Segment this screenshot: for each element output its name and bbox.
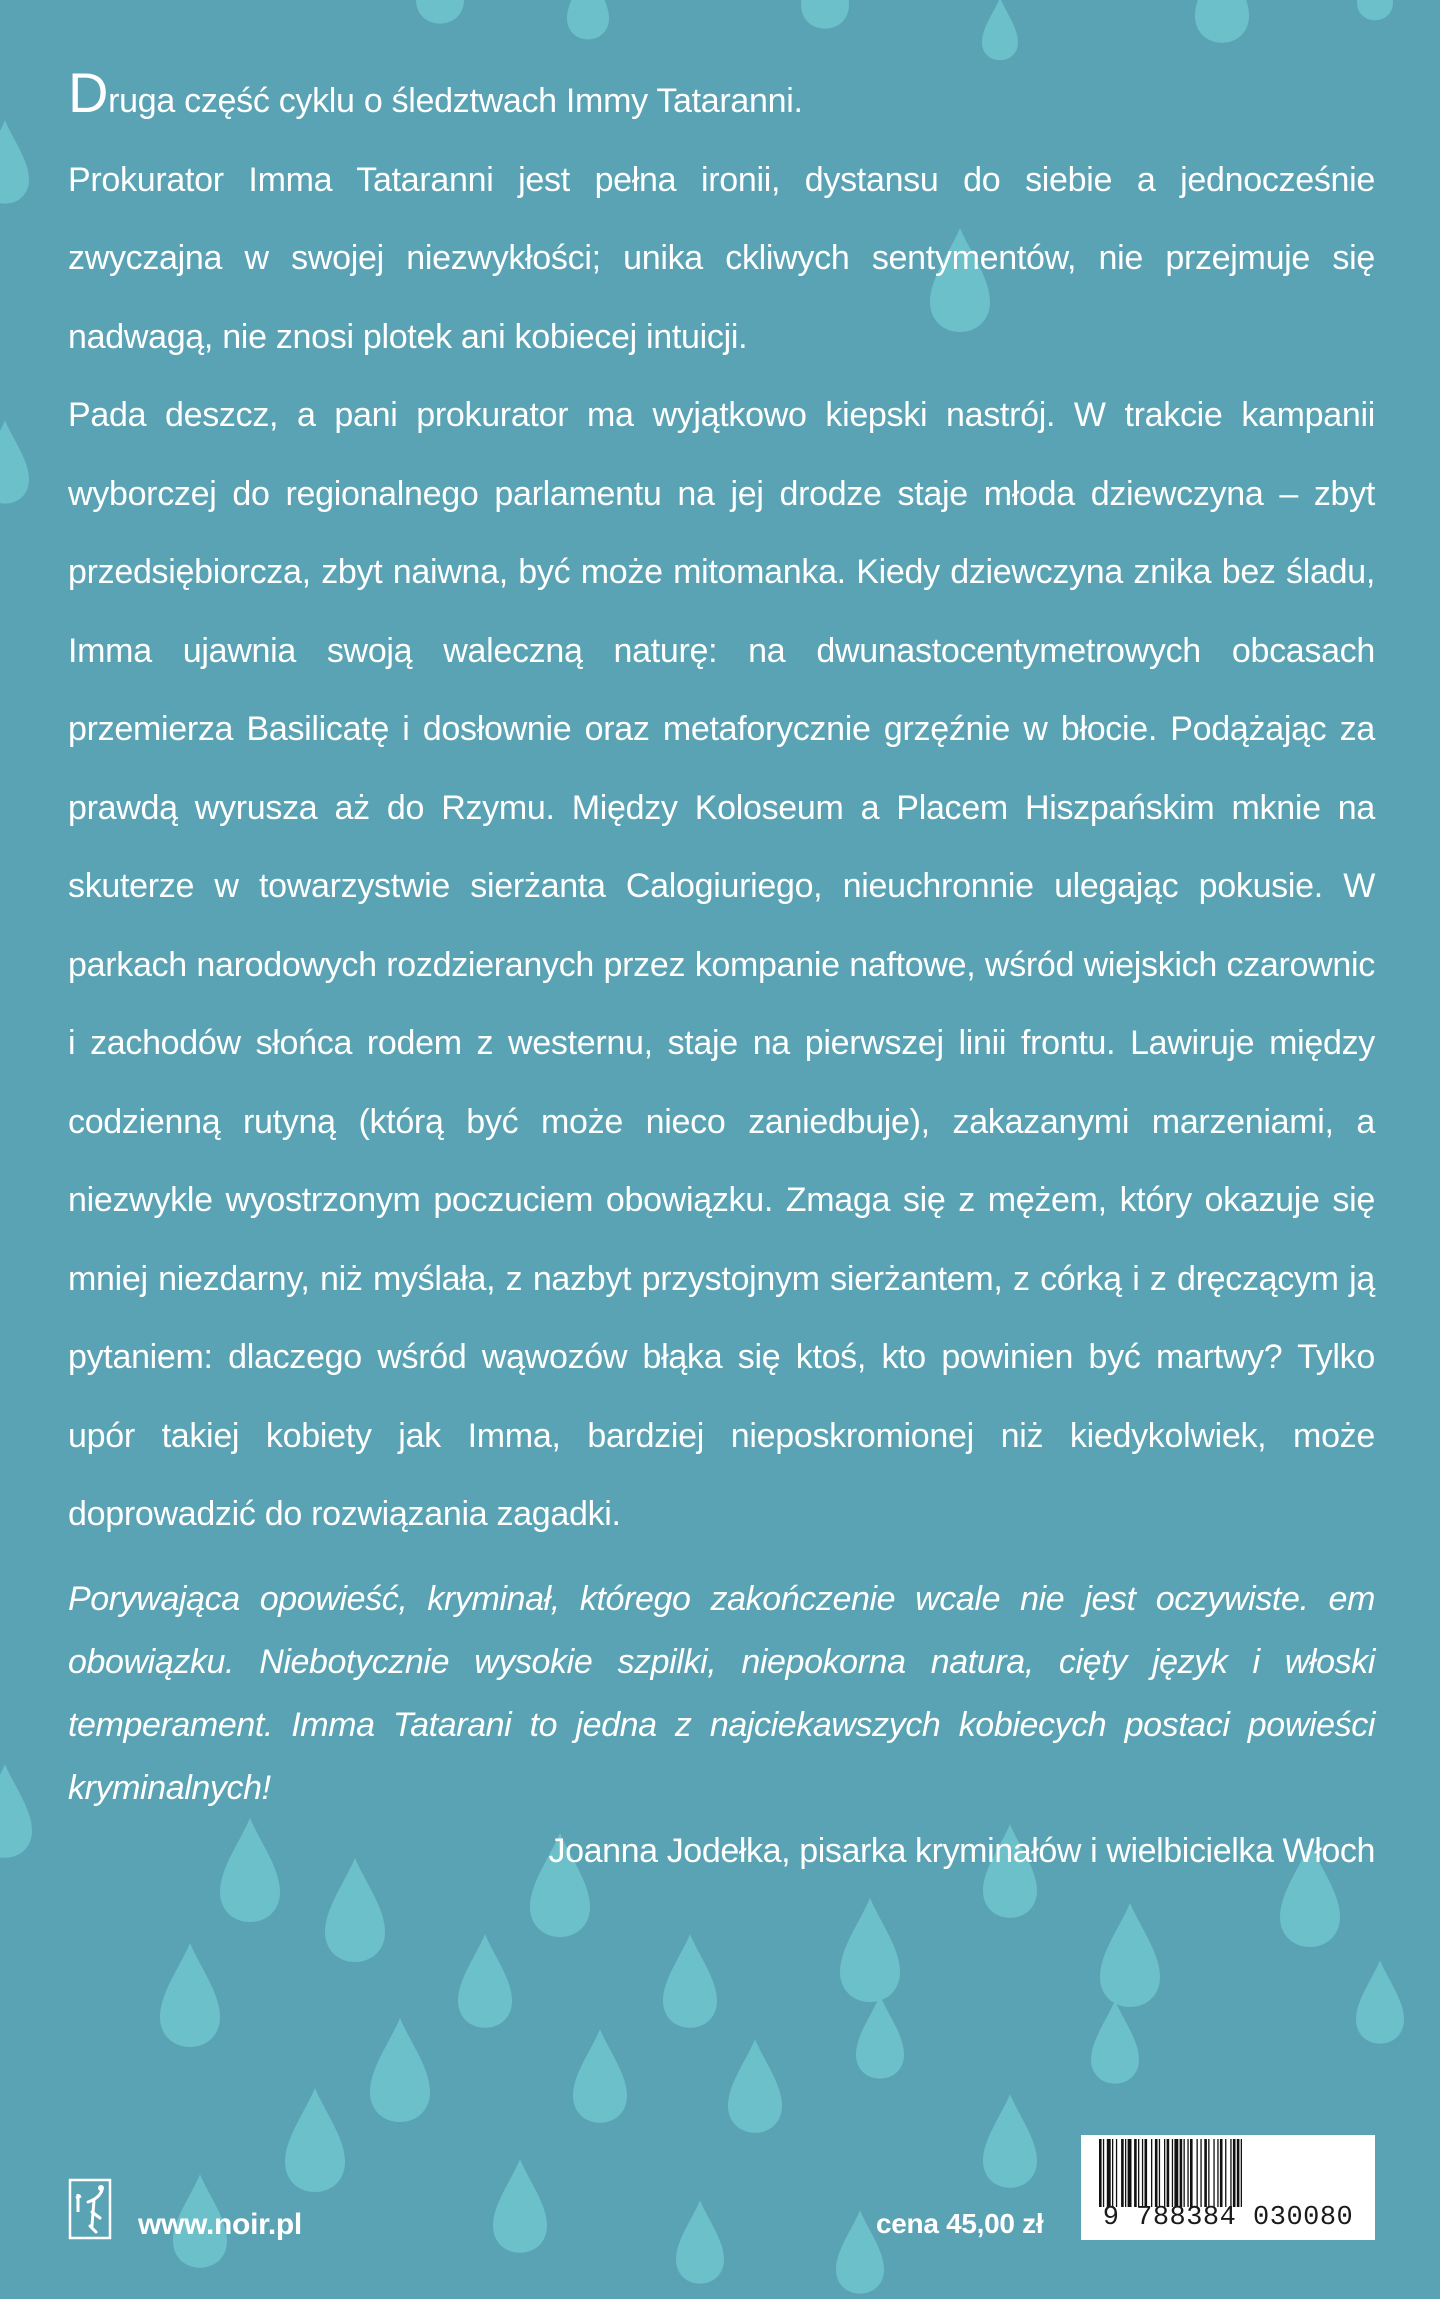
barcode-bars — [1099, 2139, 1357, 2207]
barcode-bar — [1142, 2139, 1143, 2207]
barcode-bar — [1164, 2139, 1165, 2207]
barcode-bar — [1112, 2139, 1113, 2207]
barcode-bar — [1155, 2139, 1158, 2207]
barcode-bar — [1107, 2139, 1111, 2207]
barcode-bar — [1134, 2139, 1137, 2207]
book-blurb — [68, 62, 1375, 1554]
isbn-barcode — [1081, 2135, 1375, 2240]
intro-text: ruga część cyklu o śledztwach Immy Tataranni. — [108, 82, 803, 120]
barcode-bar — [1197, 2139, 1198, 2207]
barcode-bar — [1187, 2139, 1188, 2207]
quote-text: Porywająca opowieść, kryminał, którego zakończenie wcale nie jest oczywiste. em obowiązku. Niebotycznie wysokie szpilki, niepokorna natura, cięty język i włoski temperament. Imma Tatarani to jedna z najciekawszych kobiecych postaci powieści kryminalnych! — [68, 1580, 1375, 1807]
barcode-bar — [1103, 2139, 1104, 2207]
barcode-bar — [1217, 2139, 1218, 2207]
barcode-bar — [1241, 2139, 1242, 2207]
publisher-website-link[interactable]: www.noir.pl — [138, 2208, 302, 2241]
barcode-bar — [1213, 2139, 1214, 2207]
barcode-bar — [1151, 2139, 1152, 2207]
barcode-bar — [1116, 2139, 1117, 2207]
barcode-bar — [1184, 2139, 1185, 2207]
barcode-bar — [1190, 2139, 1193, 2207]
barcode-bar — [1128, 2139, 1132, 2207]
isbn-number: 9 788384 030080 — [1102, 2203, 1354, 2233]
barcode-bar — [1237, 2139, 1240, 2207]
quote-attribution: Joanna Jodełka, pisarka kryminałów i wielbicielka Włoch — [548, 1832, 1375, 1870]
barcode-bar — [1204, 2139, 1207, 2207]
barcode-bar — [1167, 2139, 1170, 2207]
blurb-paragraph-2: Pada deszcz, a pani prokurator ma wyjątkowo kiepski nastrój. W trakcie kampanii wyborczej do regionalnego parlamentu na jej drodze staje młoda dziewczyna – zbyt przedsiębiorcza, zbyt naiwna, być może mitomanka. Kiedy dziewczyna znika bez śladu, Imma ujawnia swoją waleczną naturę: na dwunastocentymetrowych obcasach przemierza Basilicatę i dosłownie oraz metaforycznie grzęźnie w błocie. Podążając za prawdą wyrusza aż do Rzymu. Między Koloseum a Placem Hiszpańskim mknie na skuterze w towarzystwie sierżanta Calogiuriego, nieuchronnie ulegając pokusie. W parkach narodowych rozdzieranych przez kompanie naftowe, wśród wiejskich czarownic i zachodów słońca rodem z westernu, staje na pierwszej linii frontu. Lawiruje między codzienną rutyną (którą być może nieco zaniedbuje), zakazanymi marzeniami, a niezwykle wyostrzonym poczuciem obowiązku. Zmaga się z mężem, który okazuje się mniej niezdarny, niż myślała, z nazbyt przystojnym sierżantem, z córką i z dręczącym ją pytaniem: dlaczego wśród wąwozów błąka się ktoś, kto powinien być martwy? Tylko upór takiej kobiety jak Imma, bardziej nieposkromionej niż kiedykolwiek, może doprowadzić do rozwiązania zagadki. — [68, 396, 1375, 1533]
barcode-bar — [1180, 2139, 1183, 2207]
barcode-bar — [1121, 2139, 1124, 2207]
barcode-bar — [1172, 2139, 1173, 2207]
barcode-bar — [1099, 2139, 1102, 2207]
barcode-bar — [1138, 2139, 1139, 2207]
review-quote — [68, 1568, 1375, 1883]
blurb-paragraph-1: Prokurator Imma Tataranni jest pełna ironii, dystansu do siebie a jednocześnie zwyczajna w swojej niezwykłości; unika ckliwych sentymentów, nie przejmuje się nadwagą, nie znosi plotek ani kobiecej intuicji. — [68, 160, 1375, 356]
barcode-bar — [1159, 2139, 1160, 2207]
barcode-bar — [1145, 2139, 1148, 2207]
barcode-bar — [1225, 2139, 1226, 2207]
barcode-bar — [1200, 2139, 1201, 2207]
drop-cap: D — [68, 61, 109, 124]
barcode-bar — [1230, 2139, 1231, 2207]
barcode-bar — [1208, 2139, 1209, 2207]
barcode-bar — [1220, 2139, 1223, 2207]
barcode-bar — [1174, 2139, 1178, 2207]
publisher-logo-icon — [68, 2178, 112, 2240]
barcode-bar — [1233, 2139, 1236, 2207]
barcode-bar — [1125, 2139, 1126, 2207]
price-label: cena 45,00 zł — [876, 2208, 1044, 2239]
intro-line — [68, 62, 1375, 141]
